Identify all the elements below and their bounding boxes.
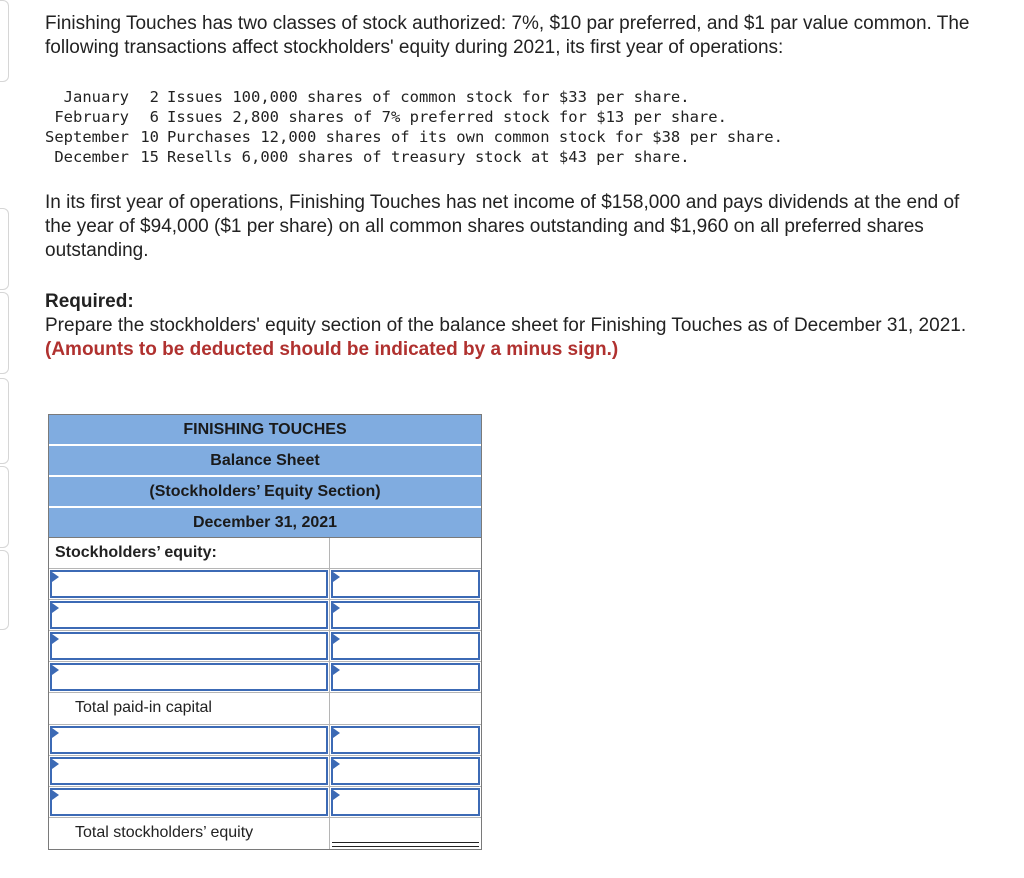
dropdown-marker-icon [52,634,59,644]
intro-paragraph: Finishing Touches has two classes of stock authorized: 7%, $10 par preferred, and $1 par value common. The following transactions affect stockholders' equity during 2021, its first year of operations: [45,13,970,58]
account-dropdown-cell [49,662,330,692]
input-marker-icon [333,634,340,644]
amount-cell [330,569,481,599]
input-marker-icon [333,728,340,738]
minus-sign-hint: (Amounts to be deducted should be indicated by a minus sign.) [45,339,619,360]
account-dropdown-cell [49,725,330,755]
transaction-month: January [63,88,129,106]
transaction-text: Purchases 12,000 shares of its own common stock for $38 per share. [167,128,783,146]
input-row [49,662,481,693]
input-marker-icon [333,572,340,582]
account-dropdown-cell [49,631,330,661]
transaction-month: February [54,108,129,126]
statement-date: December 31, 2021 [49,508,481,538]
transaction-day: 15 [140,148,159,166]
account-dropdown-cell [49,600,330,630]
total-equity-label: Total stockholders’ equity [49,818,330,849]
transactions-table [45,87,783,167]
balance-sheet-form [48,414,482,850]
total-paid-in-label: Total paid-in capital [49,693,330,724]
account-dropdown[interactable] [50,601,328,629]
amount-input[interactable] [331,601,480,629]
account-dropdown[interactable] [50,570,328,598]
empty-amount-cell [330,538,481,568]
total-equity-row [49,818,481,849]
amount-input[interactable] [331,726,480,754]
transaction-row [45,87,783,107]
account-dropdown[interactable] [50,788,328,816]
dropdown-marker-icon [52,790,59,800]
account-dropdown[interactable] [50,663,328,691]
transaction-text: Issues 2,800 shares of 7% preferred stock for $13 per share. [167,108,727,126]
input-row [49,756,481,787]
transaction-text: Issues 100,000 shares of common stock for $33 per share. [167,88,690,106]
double-underline [332,842,479,847]
side-tab [0,208,9,290]
amount-cell [330,600,481,630]
dropdown-marker-icon [52,603,59,613]
required-text [45,314,990,362]
side-tab [0,292,9,374]
income-paragraph: In its first year of operations, Finishing Touches has net income of $158,000 and pays dividends at the end of the year of $94,000 ($1 per share) on all common shares outstanding and $1,960 on all preferred shares outstanding. [45,192,960,261]
transaction-day: 6 [149,108,159,126]
transaction-row [45,107,783,127]
account-dropdown[interactable] [50,726,328,754]
company-name: FINISHING TOUCHES [49,415,481,446]
side-tab [0,466,9,548]
amount-input[interactable] [331,788,480,816]
required-instruction: Prepare the stockholders' equity section of the balance sheet for Finishing Touches as of December 31, 2021. [45,315,967,336]
transaction-row [45,147,783,167]
equity-label-row [49,538,481,569]
amount-input[interactable] [331,663,480,691]
amount-cell [330,787,481,817]
dropdown-marker-icon [52,572,59,582]
side-tab [0,0,9,82]
dropdown-marker-icon [52,759,59,769]
amount-input[interactable] [331,757,480,785]
input-marker-icon [333,665,340,675]
transaction-row [45,127,783,147]
account-dropdown[interactable] [50,632,328,660]
input-marker-icon [333,790,340,800]
dropdown-marker-icon [52,728,59,738]
transaction-month: December [54,148,129,166]
side-tab [0,550,9,630]
input-marker-icon [333,603,340,613]
dropdown-marker-icon [52,665,59,675]
total-equity-amount [330,818,481,849]
amount-input[interactable] [331,570,480,598]
statement-title: Balance Sheet [49,446,481,477]
account-dropdown-cell [49,756,330,786]
transaction-day: 10 [140,128,159,146]
total-paid-in-amount [330,693,481,724]
account-dropdown-cell [49,569,330,599]
amount-cell [330,725,481,755]
amount-cell [330,756,481,786]
transaction-text: Resells 6,000 shares of treasury stock at $43 per share. [167,148,690,166]
input-row [49,569,481,600]
section-title: (Stockholders’ Equity Section) [49,477,481,508]
account-dropdown-cell [49,787,330,817]
amount-cell [330,662,481,692]
account-dropdown[interactable] [50,757,328,785]
input-row [49,787,481,818]
stockholders-equity-label: Stockholders’ equity: [49,538,330,568]
side-tab [0,378,9,464]
transaction-month: September [45,128,129,146]
total-paid-in-row [49,693,481,725]
amount-cell [330,631,481,661]
required-heading: Required: [45,291,134,312]
problem-text [45,12,990,362]
transaction-day: 2 [149,88,159,106]
input-row [49,725,481,756]
amount-input[interactable] [331,632,480,660]
input-row [49,600,481,631]
input-row [49,631,481,662]
input-marker-icon [333,759,340,769]
